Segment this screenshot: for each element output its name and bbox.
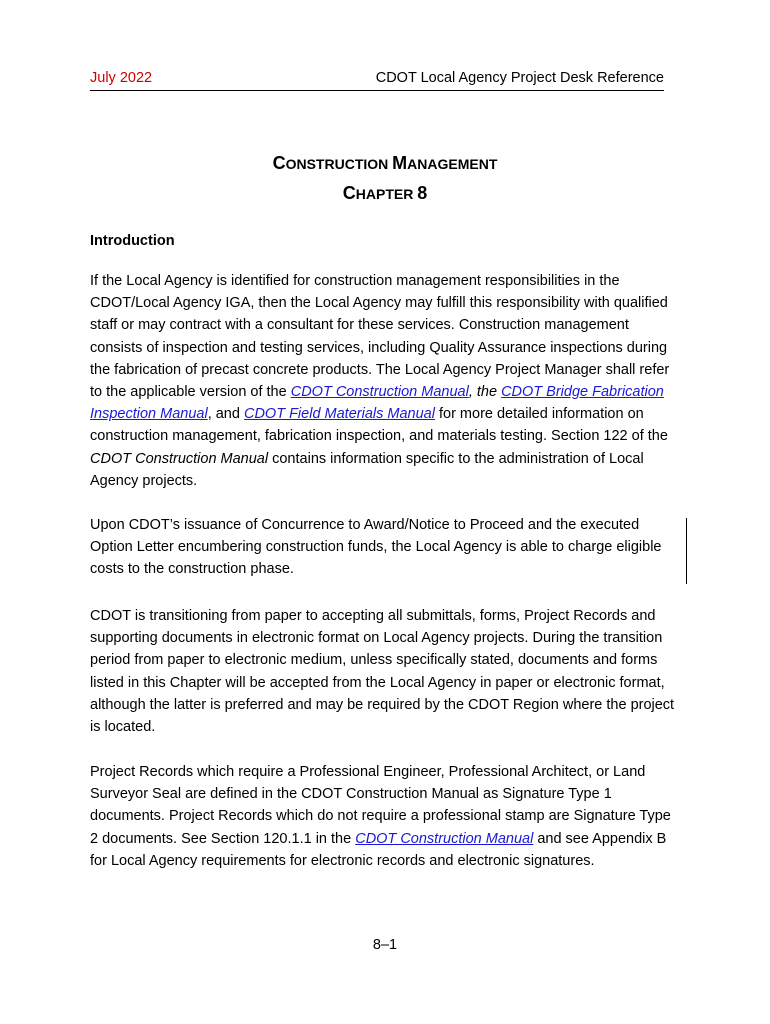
header-date: July 2022 [90, 70, 153, 86]
link-cdot-construction-manual-2[interactable]: CDOT Construction Manual [355, 830, 534, 847]
link-cdot-bridge-fabrication-inspection-manual[interactable]: CDOT Bridge Fabrication Inspection Manual [90, 384, 664, 423]
header-document-title: CDOT Local Agency Project Desk Reference [375, 70, 664, 86]
link-cdot-construction-manual[interactable]: CDOT Construction Manual [290, 384, 469, 401]
chapter-title: CONSTRUCTION MANAGEMENT [272, 153, 498, 173]
revision-change-bar [686, 518, 687, 584]
paragraph-project-records-signatures: Project Records which require a Professional Engineer, Professional Architect, or Land Surveyor Seal are defined in the CDOT Construction Manual as Signature Type 1 documents. Project Records which do not require a professional stamp are Signature Type 2 documents. See Section 120.1.1 in the CDOT Construction Manual and see Appendix B for Local Agency requirements for electronic records and electronic signatures. [90, 764, 671, 869]
link-cdot-field-materials-manual[interactable]: CDOT Field Materials Manual [243, 406, 435, 423]
chapter-number: CHAPTER 8 [342, 183, 428, 203]
page-header [90, 70, 664, 91]
page-number: 8–1 [372, 937, 398, 953]
section-heading-introduction: Introduction [90, 233, 175, 249]
paragraph-construction-management: If the Local Agency is identified for construction management responsibilities in the CDOT/Local Agency IGA, then the Local Agency may fulfill this responsibility with qualified staff or may contract with a consultant for these services. Construction management consists of inspection and testing services, including Quality Assurance inspections during the fabrication of precast concrete products. The Local Agency Project Manager shall refer to the applicable version of the CDOT Construction Manual, the CDOT Bridge Fabrication Inspection Manual, and CDOT Field Materials Manual for more detailed information on construction management, fabrication inspection, and materials testing. Section 122 of the CDOT Construction Manual contains information specific to the administration of Local Agency projects. [90, 273, 670, 489]
paragraph-electronic-transition: CDOT is transitioning from paper to accepting all submittals, forms, Project Records and supporting documents in electronic format on Local Agency projects. During the transition period from paper to electronic medium, unless specifically stated, documents and forms listed in this Chapter will be accepted from the Local Agency in paper or electronic format, although the latter is preferred and may be required by the CDOT Region where the project is located. [90, 608, 675, 736]
paragraph-concurrence-to-award: Upon CDOT’s issuance of Concurrence to Award/Notice to Proceed and the executed Option Letter encumbering construction funds, the Local Agency is able to charge eligible costs to the construction phase. [90, 517, 662, 578]
